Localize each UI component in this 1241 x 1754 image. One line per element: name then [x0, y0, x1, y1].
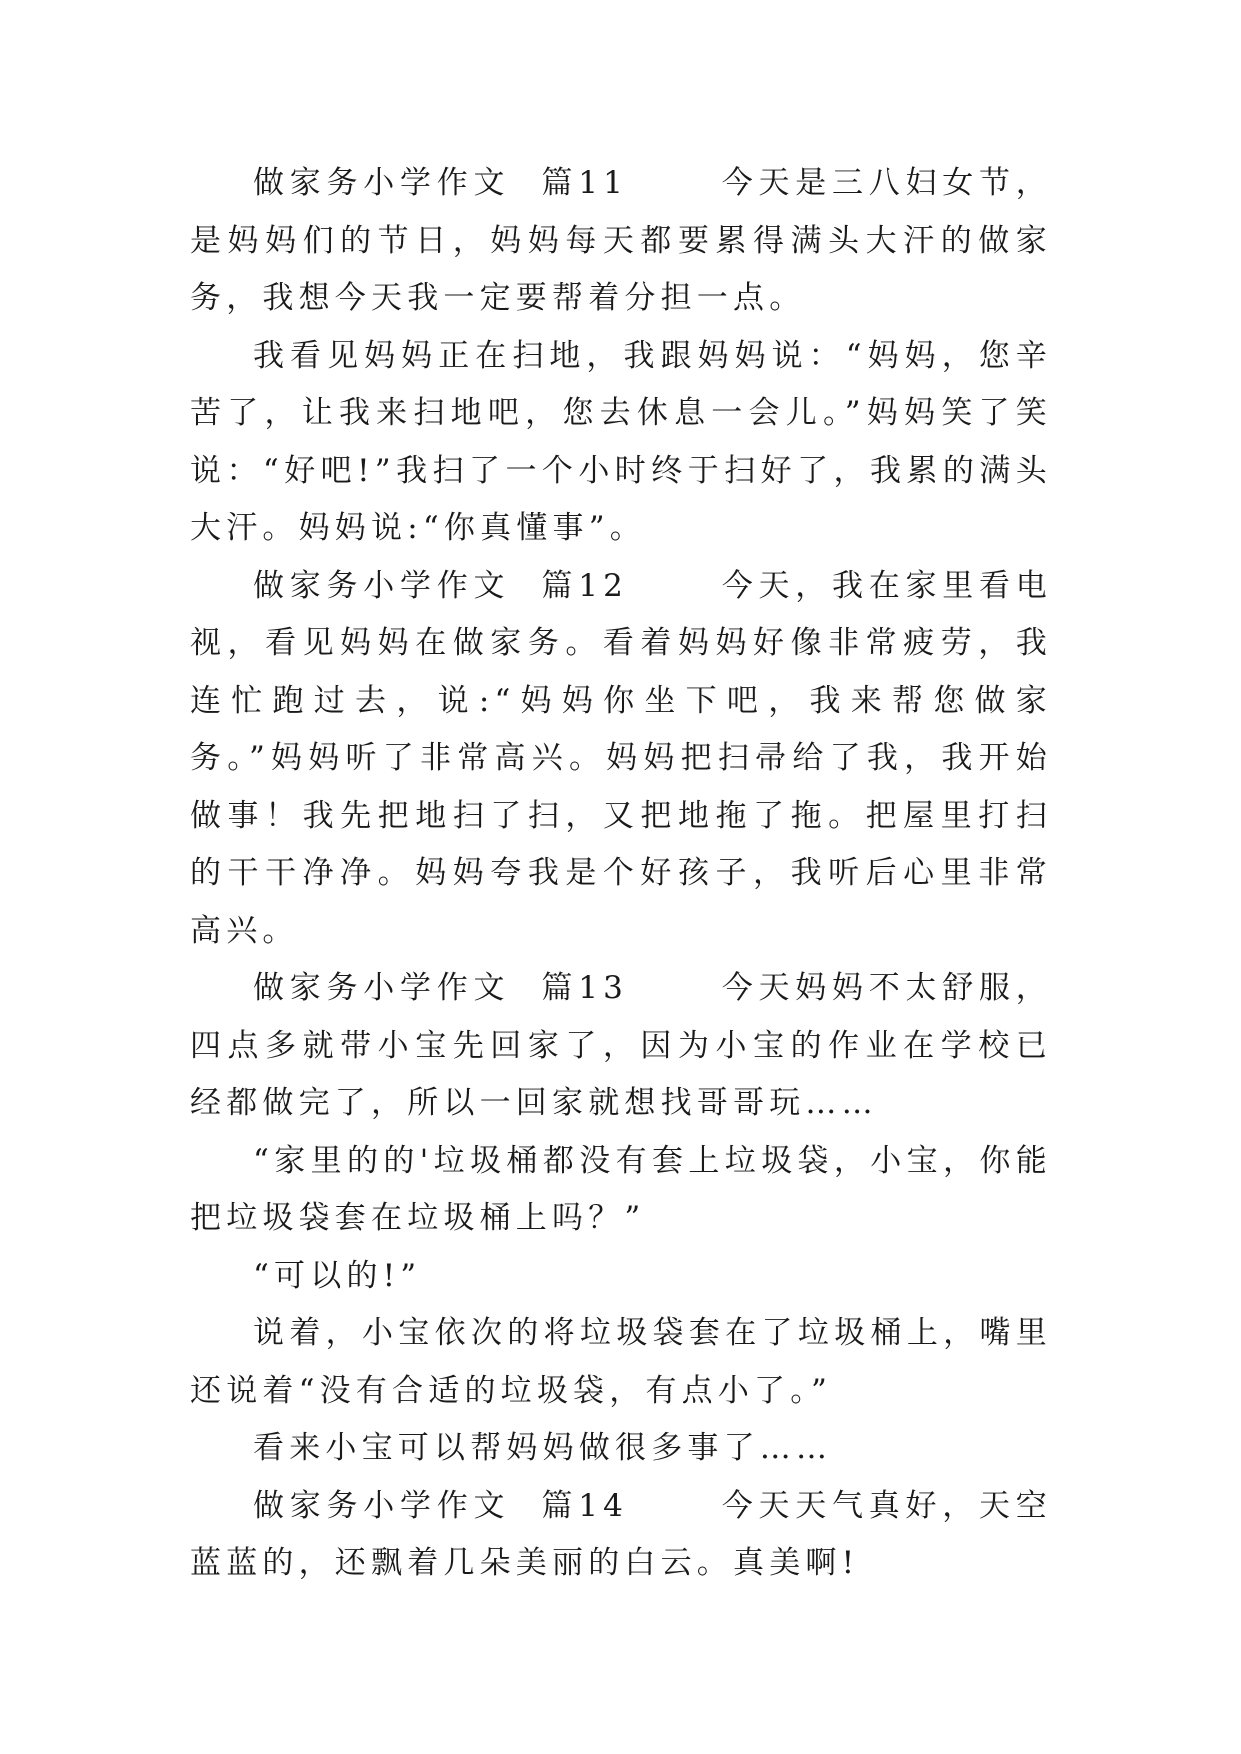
paragraph-essay-13-action: 说着，小宝依次的将垃圾袋套在了垃圾桶上，嘴里还说着“没有合适的垃圾袋，有点小了。” [190, 1315, 1052, 1409]
paragraph-essay-13-ending: 看来小宝可以帮妈妈做很多事了…… [253, 1430, 833, 1466]
paragraph-essay-12: 做家务小学作文 篇12 今天，我在家里看电视，看见妈妈在做家务。看着妈妈好像非常疲劳，我连忙跑过去，说:“妈妈你坐下吧，我来帮您做家务。”妈妈听了非常高兴。妈妈把扫帚给了我，我开始做事！我先把地扫了扫，又把地拖了拖。把屋里打扫的干干净净。妈妈夸我是个好孩子，我听后心里非常高兴。 [190, 567, 1052, 949]
paragraph-essay-13-intro: 做家务小学作文 篇13 今天妈妈不太舒服，四点多就带小宝先回家了，因为小宝的作业在学校已经都做完了，所以一回家就想找哥哥玩…… [190, 970, 1052, 1121]
paragraph-essay-14: 做家务小学作文 篇14 今天天气真好，天空蓝蓝的，还飘着几朵美丽的白云。真美啊! [190, 1487, 1052, 1581]
paragraph-essay-11-body: 我看见妈妈正在扫地，我跟妈妈说：“妈妈，您辛苦了，让我来扫地吧，您去休息一会儿。”妈妈笑了笑说：“好吧!”我扫了一个小时终于扫好了，我累的满头大汗。妈妈说:“你真懂事”。 [190, 337, 1052, 546]
paragraph-essay-13-dialogue-answer: “可以的!” [253, 1257, 422, 1294]
paragraph-essay-11-intro: 做家务小学作文 篇11 今天是三八妇女节，是妈妈们的节日，妈妈每天都要累得满头大汗的做家务，我想今天我一定要帮着分担一点。 [190, 165, 1052, 316]
article-body [190, 155, 1052, 1593]
paragraph-essay-13-dialogue-question: “家里的的'垃圾桶都没有套上垃圾袋，小宝，你能把垃圾袋套在垃圾桶上吗？” [190, 1142, 1052, 1236]
